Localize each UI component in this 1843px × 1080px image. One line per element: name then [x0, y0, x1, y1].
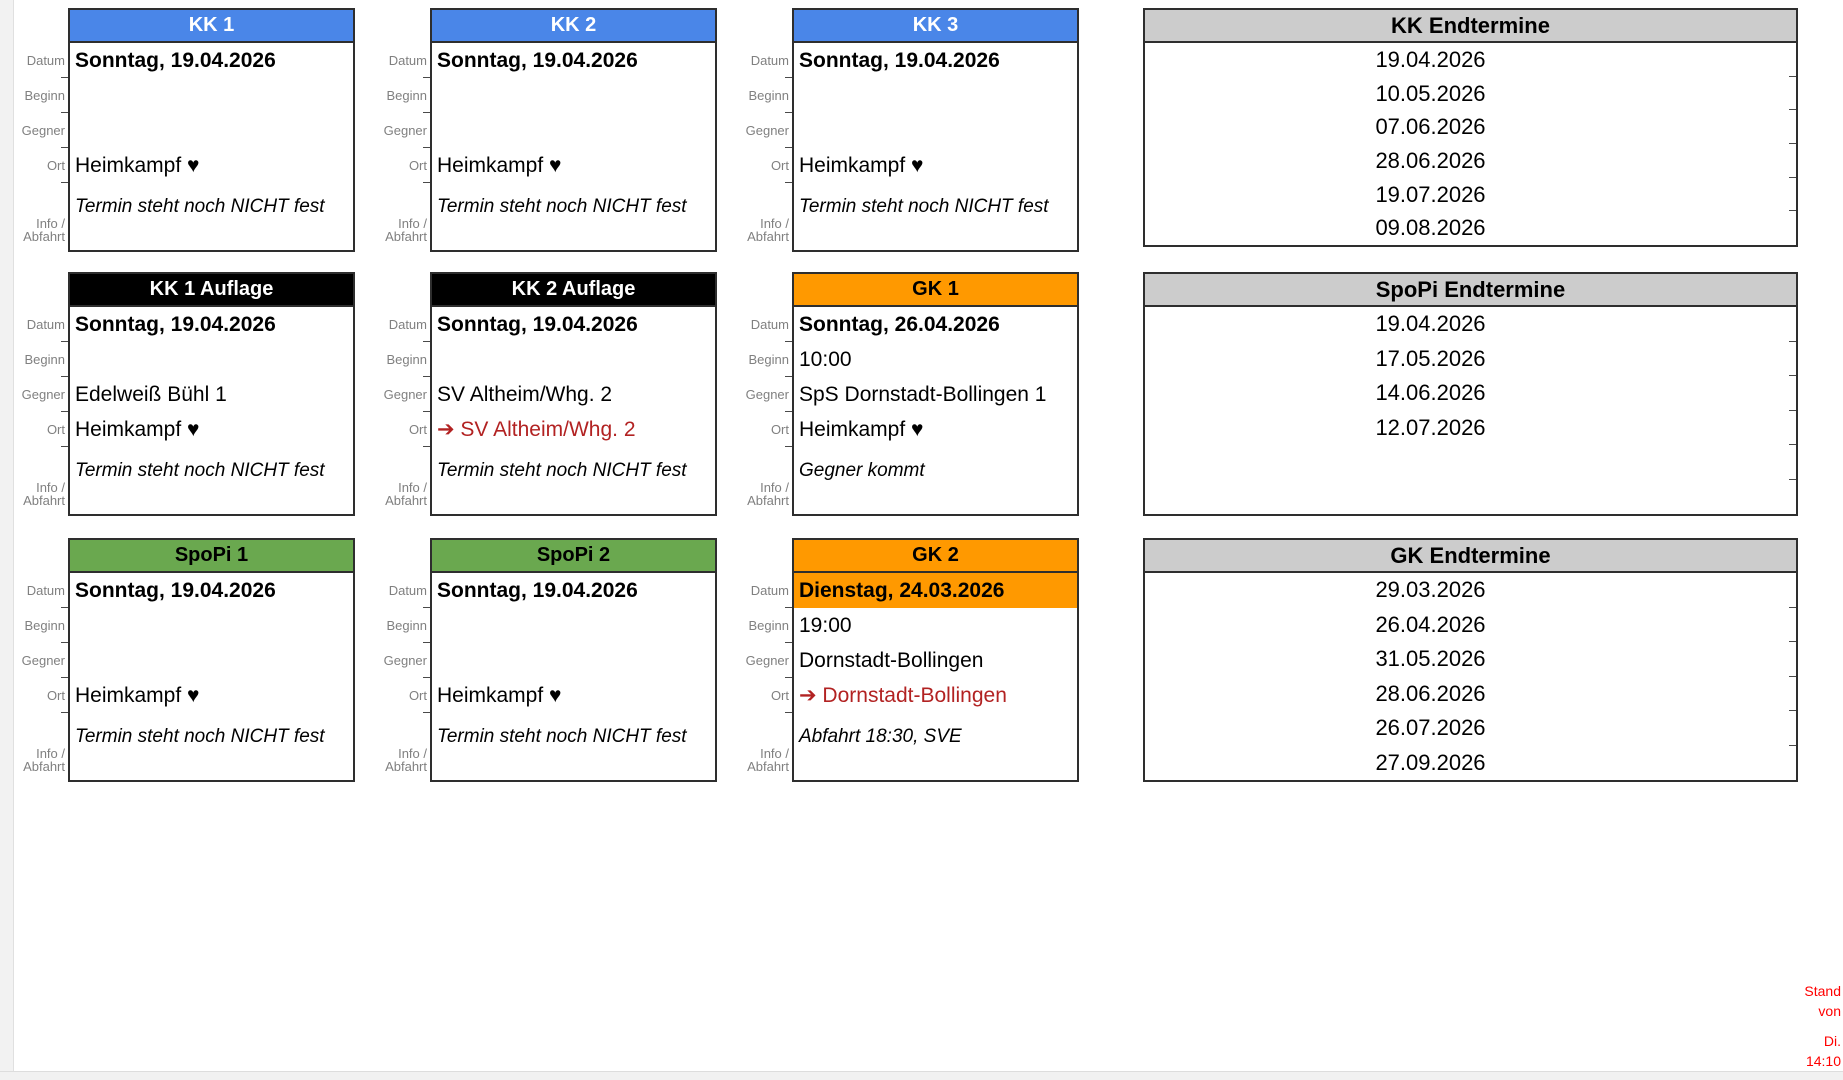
- endtermine-date: 26.07.2026: [1145, 711, 1796, 746]
- gegner-value: SV Altheim/Whg. 2: [437, 382, 613, 406]
- field-label-info-lines: [23, 217, 65, 243]
- endtermine-rows: [1145, 573, 1796, 780]
- field-label-datum: Datum: [738, 43, 792, 78]
- stand-note-line: Di.: [1823, 1033, 1841, 1049]
- field-label-datum: Datum: [14, 307, 68, 342]
- match-card-gk-2: [738, 538, 1079, 782]
- beginn-value: [432, 78, 715, 113]
- field-label-column: [14, 538, 68, 782]
- endtermine-table-kk-endtermine: [1143, 8, 1798, 247]
- datum-value: Sonntag, 19.04.2026: [75, 578, 276, 602]
- field-label-info-line1: Info /: [36, 480, 65, 495]
- endtermine-date: 26.04.2026: [1145, 608, 1796, 643]
- info-value: Termin steht noch NICHT fest: [799, 196, 1049, 217]
- window-left-edge: [0, 0, 14, 1080]
- field-label-datum: Datum: [376, 307, 430, 342]
- match-card-box: [68, 538, 355, 782]
- field-label-info-line1: Info /: [36, 746, 65, 761]
- field-label-column: [738, 8, 792, 252]
- datum-value: Sonntag, 19.04.2026: [75, 48, 276, 72]
- field-label-column: [738, 272, 792, 516]
- ort-value: Heimkampf ♥: [75, 417, 200, 441]
- endtermine-header: KK Endtermine: [1145, 10, 1796, 43]
- info-value: Termin steht noch NICHT fest: [437, 196, 687, 217]
- endtermine-rows: [1145, 43, 1796, 245]
- match-card-spopi-2: [376, 538, 717, 782]
- field-label-info-abfahrt: [14, 713, 68, 780]
- field-label-info-abfahrt: [14, 447, 68, 514]
- field-label-info-abfahrt: [738, 183, 792, 250]
- match-card-box: [430, 272, 717, 516]
- field-label-gegner: Gegner: [14, 377, 68, 412]
- ort-value: Heimkampf ♥: [75, 683, 200, 707]
- field-label-gegner: Gegner: [376, 377, 430, 412]
- match-card-box: [792, 8, 1079, 252]
- field-label-ort: Ort: [738, 678, 792, 713]
- field-label-beginn: Beginn: [738, 342, 792, 377]
- field-label-column: [738, 538, 792, 782]
- beginn-value: [432, 342, 715, 377]
- beginn-value: [70, 342, 353, 377]
- endtermine-date: 19.04.2026: [1145, 307, 1796, 342]
- field-label-info-abfahrt: [376, 447, 430, 514]
- field-label-gegner: Gegner: [738, 643, 792, 678]
- field-label-info-line2: Abfahrt: [23, 229, 65, 244]
- datum-value: Sonntag, 19.04.2026: [437, 48, 638, 72]
- endtermine-empty-row: [1145, 480, 1796, 515]
- match-card-gk-1: [738, 272, 1079, 516]
- info-value: Termin steht noch NICHT fest: [75, 726, 325, 747]
- endtermine-date: 31.05.2026: [1145, 642, 1796, 677]
- field-label-datum: Datum: [738, 307, 792, 342]
- endtermine-date: 09.08.2026: [1375, 215, 1486, 241]
- field-label-beginn: Beginn: [14, 608, 68, 643]
- card-title: SpoPi 2: [432, 540, 715, 573]
- match-card-box: [430, 538, 717, 782]
- stand-note-line: 14:10: [1805, 1053, 1841, 1069]
- ort-value: Heimkampf ♥: [437, 153, 562, 177]
- field-label-info-abfahrt: [738, 447, 792, 514]
- field-label-info-abfahrt: [376, 183, 430, 250]
- card-title: KK 1: [70, 10, 353, 43]
- field-label-gegner: Gegner: [376, 643, 430, 678]
- datum-value: Dienstag, 24.03.2026: [794, 573, 1077, 608]
- field-label-info-line1: Info /: [398, 480, 427, 495]
- endtermine-table-spopi-endtermine: [1143, 272, 1798, 516]
- info-value: Termin steht noch NICHT fest: [75, 460, 325, 481]
- card-title: KK 1 Auflage: [70, 274, 353, 307]
- match-card-kk-2: [376, 8, 717, 252]
- field-label-ort: Ort: [14, 412, 68, 447]
- field-label-info-lines: [23, 481, 65, 507]
- endtermine-header: GK Endtermine: [1145, 540, 1796, 573]
- field-label-column: [376, 8, 430, 252]
- field-label-info-line2: Abfahrt: [385, 759, 427, 774]
- card-title: KK 2 Auflage: [432, 274, 715, 307]
- field-label-info-line2: Abfahrt: [747, 229, 789, 244]
- field-label-column: [14, 8, 68, 252]
- field-label-ort: Ort: [738, 148, 792, 183]
- match-card-kk-2-auflage: [376, 272, 717, 516]
- field-label-info-lines: [385, 217, 427, 243]
- field-label-beginn: Beginn: [376, 608, 430, 643]
- field-label-info-lines: [385, 481, 427, 507]
- field-label-ort: Ort: [14, 678, 68, 713]
- match-card-kk-1-auflage: [14, 272, 355, 516]
- field-label-ort: Ort: [376, 678, 430, 713]
- endtermine-date: 29.03.2026: [1145, 573, 1796, 608]
- info-value: Termin steht noch NICHT fest: [75, 196, 325, 217]
- stand-note-gap: [1804, 1021, 1841, 1031]
- field-label-info-line1: Info /: [760, 746, 789, 761]
- field-label-gegner: Gegner: [14, 643, 68, 678]
- datum-value: Sonntag, 19.04.2026: [799, 48, 1000, 72]
- field-label-ort: Ort: [376, 412, 430, 447]
- field-label-ort: Ort: [14, 148, 68, 183]
- ort-value: Heimkampf ♥: [799, 153, 924, 177]
- beginn-value: [70, 608, 353, 643]
- field-label-info-line1: Info /: [36, 216, 65, 231]
- field-label-datum: Datum: [738, 573, 792, 608]
- match-card-box: [792, 538, 1079, 782]
- match-card-spopi-1: [14, 538, 355, 782]
- endtermine-table-gk-endtermine: [1143, 538, 1798, 782]
- field-label-info-line2: Abfahrt: [385, 493, 427, 508]
- field-label-column: [14, 272, 68, 516]
- field-label-beginn: Beginn: [14, 78, 68, 113]
- field-label-info-abfahrt: [376, 713, 430, 780]
- gegner-value: SpS Dornstadt-Bollingen 1: [799, 382, 1047, 406]
- gegner-value: [432, 113, 715, 148]
- field-label-info-line1: Info /: [760, 216, 789, 231]
- match-card-box: [68, 272, 355, 516]
- beginn-value: [70, 78, 353, 113]
- card-title: GK 1: [794, 274, 1077, 307]
- field-label-info-lines: [747, 481, 789, 507]
- ort-value: Heimkampf ♥: [75, 153, 200, 177]
- field-label-info-line2: Abfahrt: [23, 759, 65, 774]
- match-card-kk-3: [738, 8, 1079, 252]
- field-label-info-lines: [747, 747, 789, 773]
- datum-value: Sonntag, 19.04.2026: [437, 312, 638, 336]
- ort-value: ➔ Dornstadt-Bollingen: [799, 684, 1007, 707]
- field-label-column: [376, 538, 430, 782]
- field-label-beginn: Beginn: [738, 78, 792, 113]
- field-label-gegner: Gegner: [376, 113, 430, 148]
- field-label-datum: Datum: [376, 43, 430, 78]
- window-bottom-edge: [0, 1071, 1843, 1080]
- card-title: KK 2: [432, 10, 715, 43]
- field-label-info-lines: [747, 217, 789, 243]
- field-label-info-abfahrt: [14, 183, 68, 250]
- field-label-info-line2: Abfahrt: [385, 229, 427, 244]
- endtermine-date: 28.06.2026: [1145, 677, 1796, 712]
- card-title: SpoPi 1: [70, 540, 353, 573]
- field-label-beginn: Beginn: [376, 342, 430, 377]
- info-value: Gegner kommt: [799, 460, 925, 481]
- field-label-gegner: Gegner: [738, 113, 792, 148]
- gegner-value: [70, 643, 353, 678]
- field-label-gegner: Gegner: [738, 377, 792, 412]
- datum-value: Sonntag, 26.04.2026: [799, 312, 1000, 336]
- info-value: Abfahrt 18:30, SVE: [799, 726, 962, 747]
- datum-value: Sonntag, 19.04.2026: [75, 312, 276, 336]
- beginn-value: [432, 608, 715, 643]
- endtermine-date: 07.06.2026: [1145, 110, 1796, 144]
- info-value: Termin steht noch NICHT fest: [437, 726, 687, 747]
- field-label-info-line1: Info /: [398, 746, 427, 761]
- field-label-ort: Ort: [376, 148, 430, 183]
- info-value: Termin steht noch NICHT fest: [437, 460, 687, 481]
- match-card-kk-1: [14, 8, 355, 252]
- endtermine-date: 12.07.2026: [1145, 411, 1796, 446]
- endtermine-date: 17.05.2026: [1145, 342, 1796, 377]
- match-card-box: [430, 8, 717, 252]
- field-label-info-line2: Abfahrt: [747, 759, 789, 774]
- endtermine-header: SpoPi Endtermine: [1145, 274, 1796, 307]
- beginn-value: 19:00: [799, 613, 852, 637]
- endtermine-date: 10.05.2026: [1145, 77, 1796, 111]
- endtermine-date: 14.06.2026: [1145, 376, 1796, 411]
- field-label-datum: Datum: [14, 43, 68, 78]
- field-label-info-lines: [23, 747, 65, 773]
- match-card-box: [792, 272, 1079, 516]
- field-label-datum: Datum: [14, 573, 68, 608]
- stand-note: [1804, 981, 1841, 1071]
- endtermine-empty-row: [1145, 445, 1796, 480]
- card-title: KK 3: [794, 10, 1077, 43]
- gegner-value: [70, 113, 353, 148]
- match-card-box: [68, 8, 355, 252]
- ort-value: ➔ SV Altheim/Whg. 2: [437, 418, 636, 441]
- ort-value: Heimkampf ♥: [437, 683, 562, 707]
- beginn-value: 10:00: [799, 347, 852, 371]
- field-label-beginn: Beginn: [376, 78, 430, 113]
- endtermine-rows: [1145, 307, 1796, 514]
- endtermine-date: 19.04.2026: [1145, 43, 1796, 77]
- endtermine-date: 27.09.2026: [1375, 749, 1486, 775]
- field-label-info-abfahrt: [738, 713, 792, 780]
- field-label-beginn: Beginn: [738, 608, 792, 643]
- beginn-value: [794, 78, 1077, 113]
- field-label-ort: Ort: [738, 412, 792, 447]
- stand-note-line: Stand: [1804, 983, 1841, 999]
- field-label-info-line2: Abfahrt: [23, 493, 65, 508]
- field-label-info-line1: Info /: [760, 480, 789, 495]
- card-title: GK 2: [794, 540, 1077, 573]
- field-label-gegner: Gegner: [14, 113, 68, 148]
- stand-note-line: von: [1818, 1003, 1841, 1019]
- endtermine-date: 28.06.2026: [1145, 144, 1796, 178]
- gegner-value: Dornstadt-Bollingen: [799, 648, 984, 672]
- field-label-info-line2: Abfahrt: [747, 493, 789, 508]
- field-label-datum: Datum: [376, 573, 430, 608]
- gegner-value: [432, 643, 715, 678]
- field-label-column: [376, 272, 430, 516]
- field-label-beginn: Beginn: [14, 342, 68, 377]
- ort-value: Heimkampf ♥: [799, 417, 924, 441]
- endtermine-date: 19.07.2026: [1145, 178, 1796, 212]
- gegner-value: [794, 113, 1077, 148]
- field-label-info-lines: [385, 747, 427, 773]
- gegner-value: Edelweiß Bühl 1: [75, 382, 227, 406]
- datum-value: Sonntag, 19.04.2026: [437, 578, 638, 602]
- field-label-info-line1: Info /: [398, 216, 427, 231]
